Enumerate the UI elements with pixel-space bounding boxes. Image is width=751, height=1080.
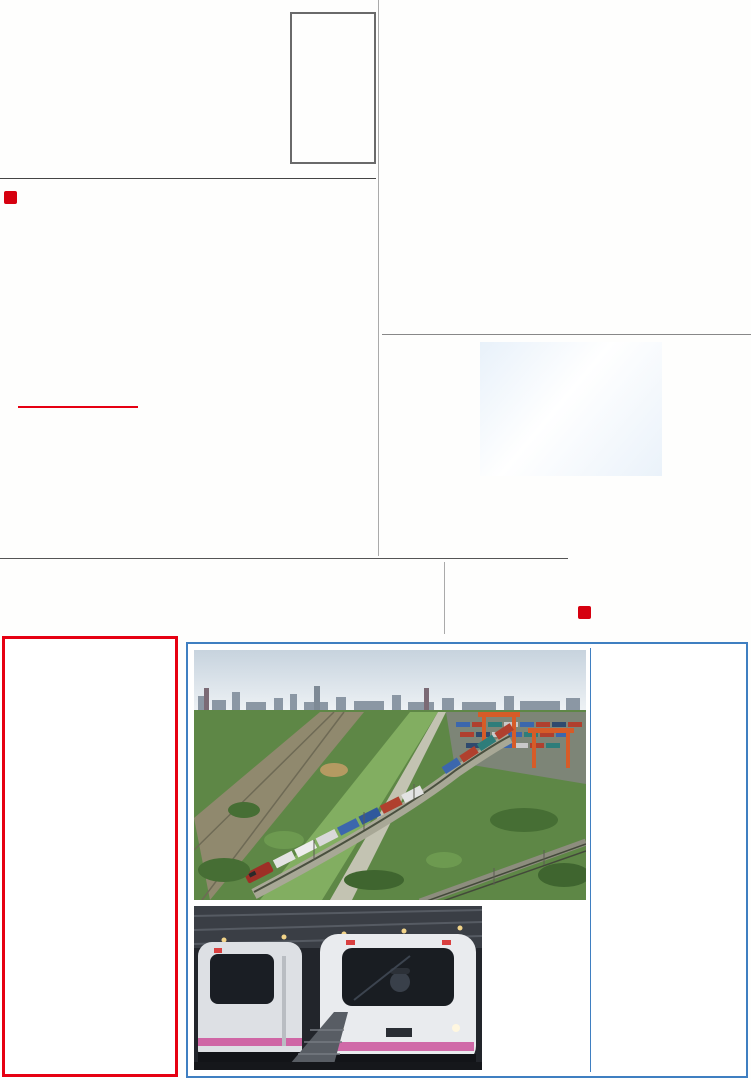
- masthead-divider: [0, 178, 376, 179]
- metro-train-right: [320, 934, 476, 1064]
- r-logo-icon: [578, 606, 591, 619]
- jiayu-headline-box: [480, 342, 662, 476]
- frame-inner-divider: [590, 648, 591, 1072]
- photo-captions: [490, 906, 584, 1070]
- editorial-body: [384, 68, 748, 332]
- recruit-intro: [12, 644, 168, 794]
- rail-photo-frame: [186, 642, 748, 1078]
- r-logo-icon: [4, 191, 17, 204]
- mid-divider: [0, 558, 568, 559]
- rail-article-body: [597, 652, 699, 1072]
- nongzi-column-1b: [3, 414, 155, 554]
- vertical-divider-main: [378, 0, 379, 556]
- editorial-divider: [382, 334, 751, 335]
- metro-depot-photo: [194, 906, 482, 1070]
- recruit-rest: [12, 801, 168, 969]
- frontline-section-header: [578, 604, 750, 622]
- driver-silhouette: [390, 972, 410, 992]
- recruit-article-box: [2, 636, 178, 1077]
- freight-train-aerial-photo: [194, 650, 586, 900]
- donation-body: [6, 596, 434, 634]
- jiayu-column-1: [382, 344, 474, 554]
- donation-divider: [444, 562, 445, 634]
- nongzi-column-2: [262, 214, 372, 554]
- left-section-header: [4, 188, 372, 206]
- jiayu-tail: [578, 560, 748, 596]
- nongzi-column-1: [3, 214, 155, 376]
- jiayu-lastcol: [452, 562, 564, 638]
- subhead-underline: [18, 406, 138, 408]
- jiayu-bottom-block: [480, 482, 748, 556]
- metro-train-left: [198, 942, 302, 1064]
- date-box: [290, 12, 376, 164]
